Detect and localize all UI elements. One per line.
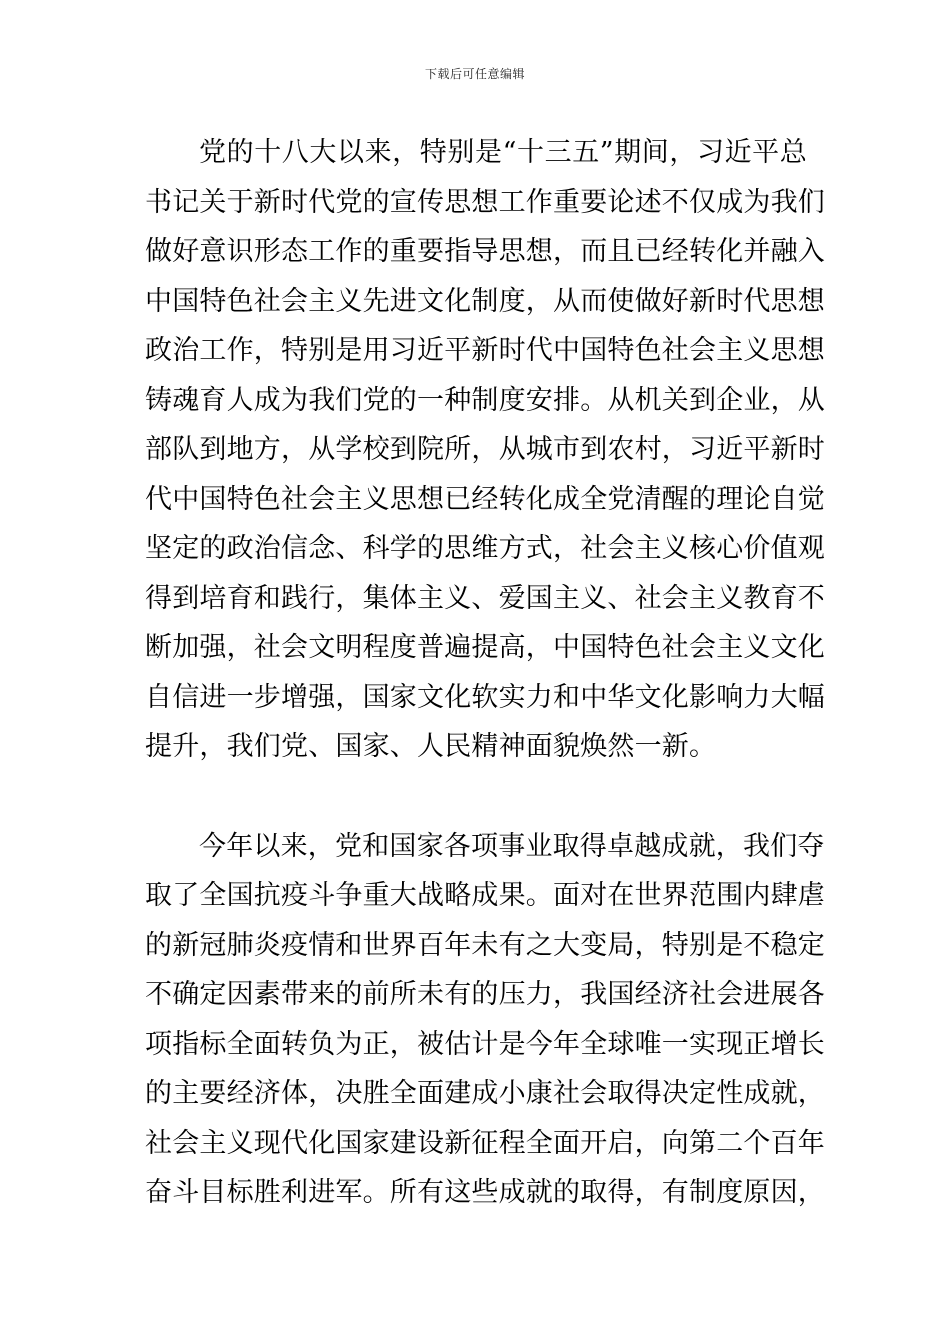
text-line: 奋斗目标胜利进军。所有这些成就的取得，有制度原因，	[145, 1177, 825, 1208]
text-line: 得到培育和践行，集体主义、爱国主义、社会主义教育不	[145, 582, 825, 614]
text-line: 项指标全面转负为正，被估计是今年全球唯一实现正增长	[145, 1028, 825, 1060]
document-body	[145, 128, 825, 1218]
text-line: 断加强，社会文明程度普遍提高，中国特色社会主义文化	[145, 632, 825, 663]
text-line: 的主要经济体，决胜全面建成小康社会取得决定性成就，	[145, 1078, 825, 1109]
text-line: 代中国特色社会主义思想已经转化成全党清醒的理论自觉	[145, 483, 825, 515]
text-line: 社会主义现代化国家建设新征程全面开启，向第二个百年	[145, 1127, 825, 1159]
page-header: 下载后可任意编辑	[424, 67, 525, 81]
text-line: 党的十八大以来，特别是“十三五”期间，习近平总	[199, 137, 807, 168]
text-line: 今年以来，党和国家各项事业取得卓越成就，我们夺	[199, 830, 825, 862]
text-line: 中国特色社会主义先进文化制度，从而使做好新时代思想	[145, 285, 825, 317]
paragraph-1	[145, 128, 825, 772]
text-line: 提升，我们党、国家、人民精神面貌焕然一新。	[145, 731, 717, 762]
text-line: 政治工作，特别是用习近平新时代中国特色社会主义思想	[145, 335, 825, 366]
text-line: 铸魂育人成为我们党的一种制度安排。从机关到企业，从	[145, 384, 825, 416]
text-line: 的新冠肺炎疫情和世界百年未有之大变局，特别是不稳定	[145, 929, 825, 961]
text-line: 部队到地方，从学校到院所，从城市到农村，习近平新时	[145, 434, 825, 465]
paragraph-2	[145, 822, 825, 1218]
text-line: 取了全国抗疫斗争重大战略成果。面对在世界范围内肆虐	[145, 880, 825, 911]
text-line: 做好意识形态工作的重要指导思想，而且已经转化并融入	[145, 236, 825, 267]
text-line: 不确定因素带来的前所未有的压力，我国经济社会进展各	[145, 979, 825, 1010]
text-line: 坚定的政治信念、科学的思维方式，社会主义核心价值观	[145, 533, 825, 564]
text-line: 书记关于新时代党的宣传思想工作重要论述不仅成为我们	[145, 186, 825, 218]
text-line: 自信进一步增强，国家文化软实力和中华文化影响力大幅	[145, 681, 825, 713]
